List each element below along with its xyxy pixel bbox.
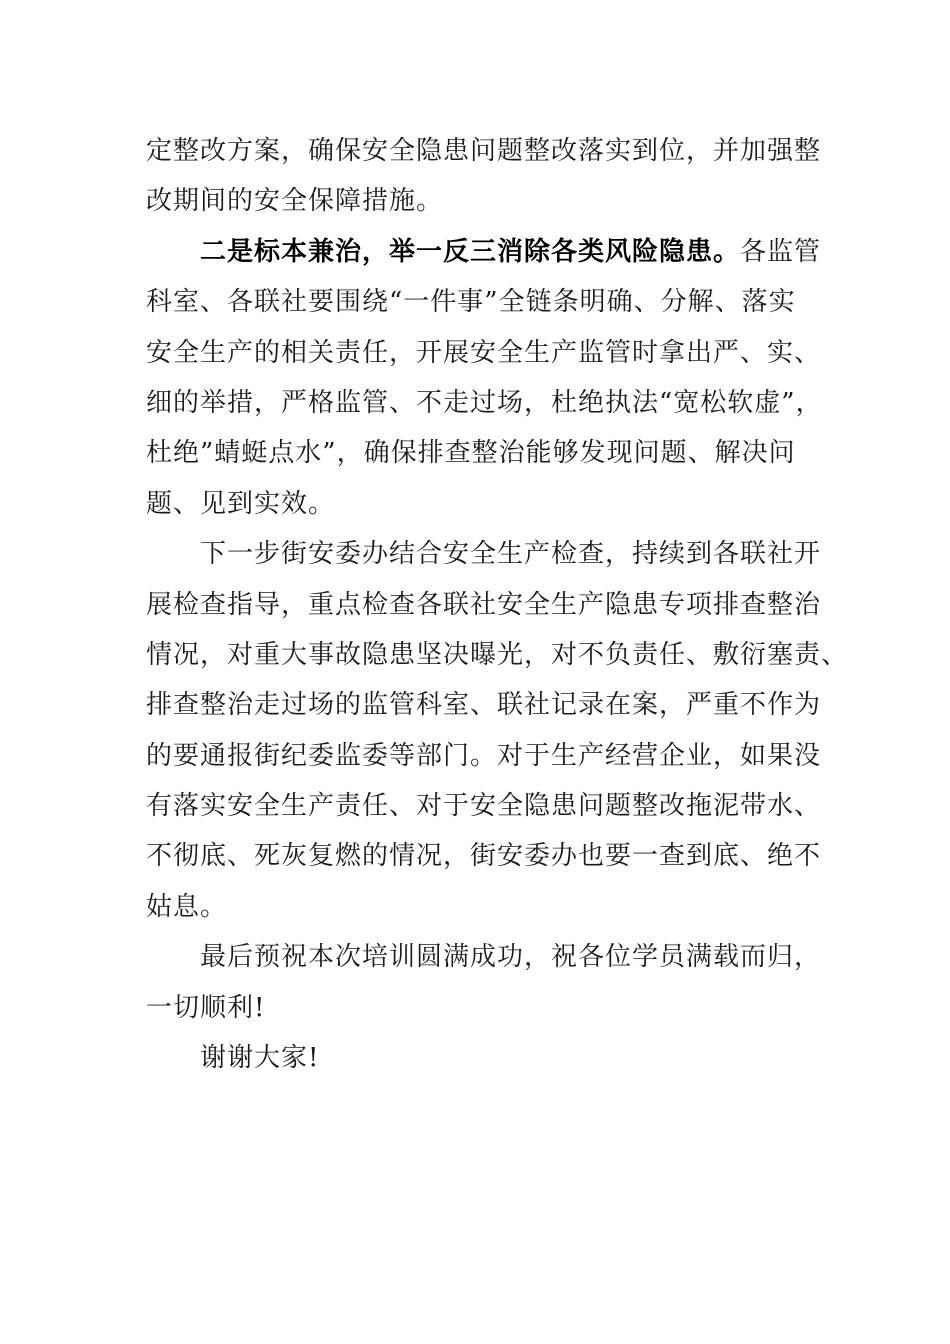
text-line: 定整改方案，确保安全隐患问题整改落实到位，并加强整 bbox=[146, 136, 822, 166]
text-line: 展检查指导，重点检查各联社安全生产隐患专项排查整治 bbox=[146, 589, 822, 620]
text-line: 的要通报街纪委监委等部门。对于生产经营企业，如果没 bbox=[146, 740, 822, 771]
text-line: 情况，对重大事故隐患坚决曝光，对不负责任、敷衍塞责、 bbox=[146, 639, 849, 670]
bold-lead-text: 二是标本兼治，举一反三消除各类风险隐患。 bbox=[200, 236, 741, 267]
paragraph-rectification-plan bbox=[146, 126, 822, 227]
text-line bbox=[146, 227, 822, 277]
text-line: 有落实安全生产责任、对于安全隐患问题整改拖泥带水、 bbox=[146, 791, 822, 822]
text-line: 改期间的安全保障措施。 bbox=[146, 186, 444, 217]
text-line: 最后预祝本次培训圆满成功，祝各位学员满载而归， bbox=[200, 942, 822, 973]
text-line: 谢谢大家! bbox=[200, 1043, 320, 1074]
text-line: 题、见到实效。 bbox=[146, 488, 336, 519]
text-line: 不彻底、死灰复燃的情况，街安委办也要一查到底、绝不 bbox=[146, 841, 822, 872]
text-line: 杜绝”蜻蜓点水”，确保排查整治能够发现问题、解决问 bbox=[146, 438, 796, 469]
paragraph-thanks bbox=[146, 1033, 806, 1083]
text-line: 科室、各联社要围绕“一件事”全链条明确、分解、落实 bbox=[146, 287, 796, 318]
paragraph-root-and-branch bbox=[146, 227, 823, 529]
paragraph-closing-wishes bbox=[146, 932, 822, 1033]
paragraph-next-steps bbox=[146, 529, 849, 932]
text-line: 排查整治走过场的监管科室、联社记录在案，严重不作为 bbox=[146, 690, 822, 721]
text-span: 各监管 bbox=[740, 236, 822, 267]
text-line: 细的举措，严格监管、不走过场，杜绝执法“宽松软虚”， bbox=[146, 387, 823, 418]
text-line: 安全生产的相关责任，开展安全生产监管时拿出严、实、 bbox=[146, 337, 822, 368]
text-line: 下一步街安委办结合安全生产检查，持续到各联社开 bbox=[200, 539, 822, 570]
text-line: 姑息。 bbox=[146, 891, 228, 922]
document-body bbox=[146, 126, 849, 1083]
text-line: 一切顺利! bbox=[146, 992, 266, 1023]
